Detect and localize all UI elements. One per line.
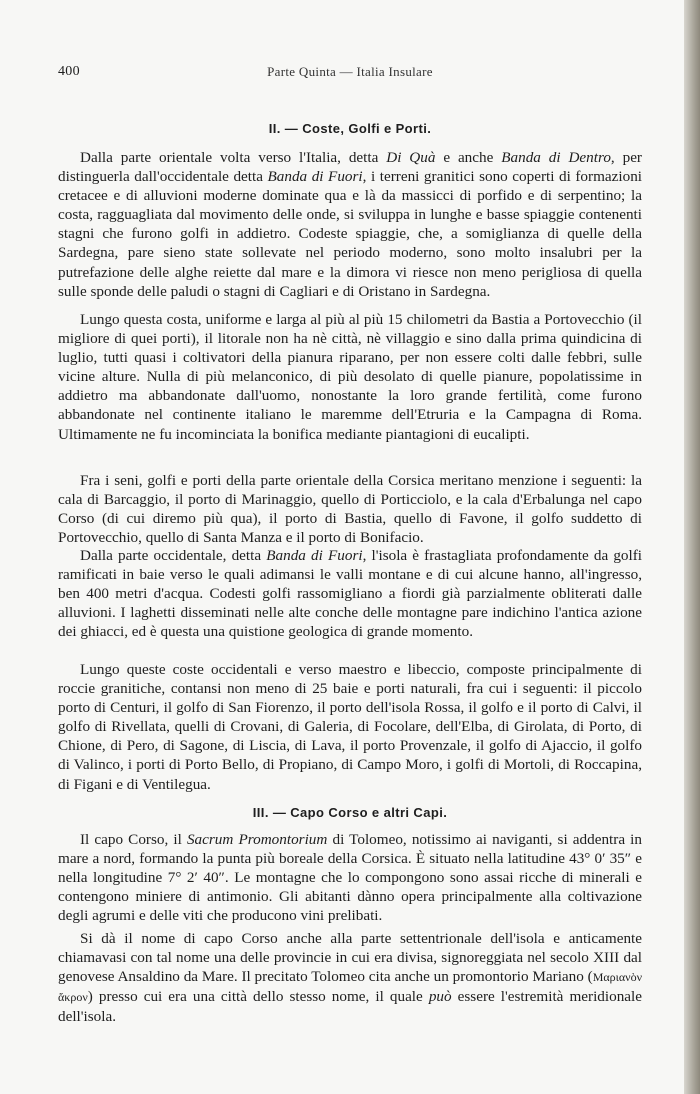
paragraph: Il capo Corso, il Sacrum Promontorium di Tolomeo, notissimo ai naviganti, si addentra in mare a nord, formando la punta più boreale della Corsica. È situato nella latitudine 43° 0′ 35″ e nella longitudine 7° 2′ 40″. Le montagne che lo compongono sono assai ricche di minerali e contengono miniere di antimonio. Gli abitanti dànno opera principalmente alla coltivazione degli agrumi e delle viti che producono vini prelibati. [58, 831, 642, 925]
greek-term: Μαριανὸν ἄκρον [58, 970, 643, 1005]
paragraph: Dalla parte orientale volta verso l'Italia, detta Di Quà e anche Banda di Dentro, per distinguerla dall'occidentale detta Banda di Fuori, i terreni granitici sono coperti di formazioni cretacee e di alluvioni moderne dominate qua e là da massicci di porfido e di serpentino; la costa, ragguagliata dal movimento delle onde, si sviluppa in lunghe e basse spiaggie contenenti stagni che furono golfi in addietro. Codeste spiaggie, che, a somiglianza di quelle della Sardegna, pare sieno state sollevate nel periodo moderno, sono molto insalubri per la putrefazione delle alghe reiette dal mare e la dimora vi riesce non meno perigliosa di quella sulle sponde delle paludi o stagni di Cagliari e di Oristano in Sardegna. [58, 149, 643, 300]
page-edge-shadow [684, 0, 700, 1094]
section-heading-capo-corso: III. — Capo Corso e altri Capi. [252, 805, 448, 820]
paragraph: Dalla parte occidentale, detta Banda di Fuori, l'isola è frastagliata profondamente da golfi ramificati in baie verso le quali adimansi le valli montane e di cui alcune hanno, all'ingresso, ben 400 metri d'acqua. Codesti golfi rassomigliano a fiordi già parzialmente obliterati dalle alluvioni. I laghetti disseminati nelle alte conche delle montagne pare indichino l'antica azione dei ghiacci, ed è questa una quistione geologica di grande momento. [58, 547, 643, 641]
page-number: 400 [58, 64, 80, 79]
running-title: Parte Quinta — Italia Insulare [267, 64, 433, 79]
paragraph: Si dà il nome di capo Corso anche alla parte settentrionale dell'isola e anticamente chiamavasi con tal nome una delle provincie in cui era divisa, signoreggiata nel secolo XIII dal genovese Ansaldino da Mare. Il precitato Tolomeo cita anche un promontorio Mariano (Μαριανὸν ἄκρον) presso cui era una città dello stesso nome, il quale può essere l'estremità meridionale dell'isola. [58, 930, 643, 1026]
paragraph: Fra i seni, golfi e porti della parte orientale della Corsica meritano menzione i seguenti: la cala di Barcaggio, il porto di Marinaggio, quello di Porticciolo, e la cala d'Erbalunga nel capo Corso (di cui diremo più qua), il porto di Bastia, quello di Favone, il golfo suddetto di Portovecchio, quello di Santa Manza e il porto di Bonifacio. [58, 472, 642, 547]
paragraph: Lungo queste coste occidentali e verso maestro e libeccio, composte principalmente di roccie granitiche, contansi non meno di 25 baie e porti naturali, fra cui i seguenti: il piccolo porto di Centuri, il golfo di San Fiorenzo, il porto dell'isola Rossa, il golfo e il porto di Calvi, il golfo di Rivellata, quelli di Crovani, di Galeria, di Focolare, dell'Elba, di Girolata, di Porto, di Chione, di Pero, di Sagone, di Liscia, di Lava, il porto Provenzale, il golfo di Ajaccio, il golfo di Valinco, i porti di Porto Bello, di Propiano, di Campo Moro, i golfi di Mortoli, di Roccapina, di Figani e di Ventilegua. [58, 661, 642, 793]
paragraph: Lungo questa costa, uniforme e larga al più al più 15 chilometri da Bastia a Portovecchio (il migliore di quei porti), il litorale non ha nè città, nè villaggio e sino dalla prima quindicina di luglio, tutti quasi i coltivatori della pianura riparano, per non essere colti dalle febbri, sulle vicine alture. Nulla di più melanconico, di più desolato di quelle pianure, popolatissime in addietro ma abbandonate dall'uomo, nonostante la loro grande fertilità, come furono abbandonate nel continente italiano le maremme dell'Etruria e la Campagna di Roma. Ultimamente ne fu incominciata la bonifica mediante piantagioni di eucalipti. [58, 311, 642, 443]
section-heading-coste: II. — Coste, Golfi e Porti. [268, 121, 432, 136]
page-header [58, 64, 642, 84]
